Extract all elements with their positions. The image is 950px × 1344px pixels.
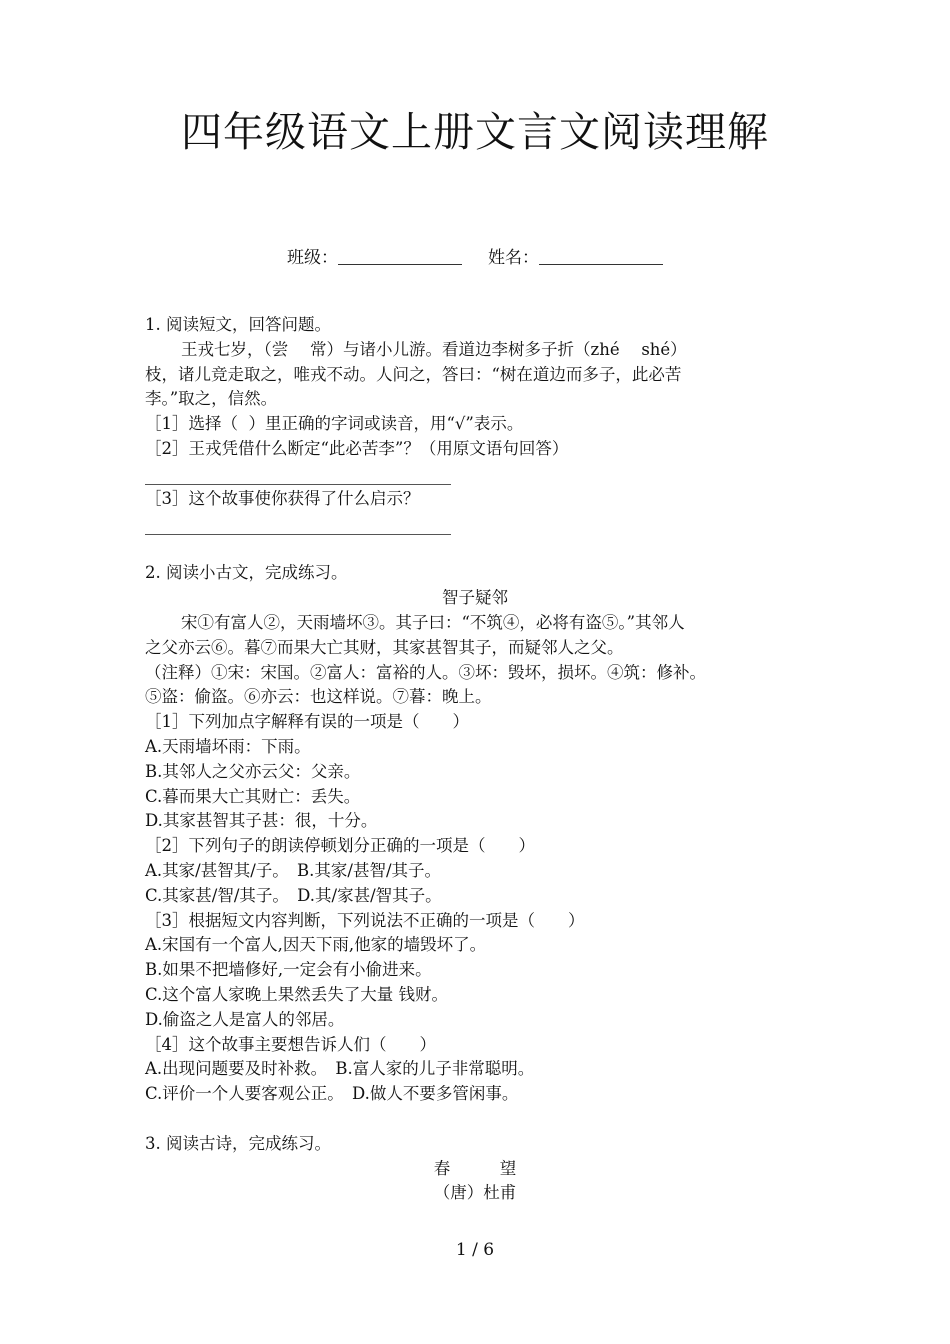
q2-option: C.其家甚/智/其子。 D.其/家甚/智其子。: [145, 885, 442, 905]
q2-option: A.出现问题要及时补救。 B.富人家的儿子非常聪明。: [145, 1059, 535, 1079]
name-label: 姓名：: [488, 248, 539, 268]
q2-note-line: （注释）①宋：宋国。②富人：富裕的人。③坏：毁坏，损坏。④筑：修补。: [145, 662, 706, 682]
class-label: 班级：: [287, 248, 338, 268]
q2-sub-question: ［4］这个故事主要想告诉人们（ ）: [145, 1034, 436, 1054]
q1-sub-question: ［3］这个故事使你获得了什么启示？: [145, 488, 420, 508]
q2-option: C.评价一个人要客观公正。 D.做人不要多管闲事。: [145, 1084, 519, 1104]
questions: [145, 313, 805, 1206]
page-title: 四年级语文上册文言文阅读理解: [181, 108, 769, 156]
answer-line[interactable]: [145, 512, 451, 535]
q2-sub-question: ［3］根据短文内容判断，下列说法不正确的一项是（ ）: [145, 910, 585, 930]
q3-poem-author: （唐）杜甫: [433, 1183, 517, 1203]
q2-option: B.其邻人之父亦云父：父亲。: [145, 761, 361, 781]
q2-passage-line: 宋①有富人②，天雨墙坏③。其子曰：“不筑④，必将有盗⑤。”其邻人: [181, 612, 685, 632]
q1-sub-question: ［2］王戎凭借什么断定“此必苦李”？（用原文语句回答）: [145, 438, 569, 458]
q2-option: C.这个富人家晚上果然丢失了大量 钱财。: [145, 984, 449, 1004]
q1-passage-line: 李。”取之，信然。: [145, 389, 278, 409]
q1-sub-question: ［1］选择（ ）里正确的字词或读音，用“√”表示。: [145, 414, 524, 434]
q2-note-line: ⑤盗：偷盗。⑥亦云：也这样说。⑦暮：晚上。: [145, 687, 492, 707]
q2-option: A.其家/甚智其/子。 B.其家/甚智/其子。: [145, 860, 442, 880]
q2-passage-line: 之父亦云⑥。暮⑦而果大亡其财，其家甚智其子，而疑邻人之父。: [145, 637, 624, 657]
answer-line[interactable]: [145, 462, 451, 485]
q2-option: D.偷盗之人是富人的邻居。: [145, 1009, 345, 1029]
page-number: 1 / 6: [455, 1240, 495, 1260]
q2-heading: 2. 阅读小古文，完成练习。: [145, 563, 348, 583]
q3-poem-title: 春 望: [433, 1158, 517, 1178]
name-blank[interactable]: [539, 246, 663, 265]
q2-option: D.其家甚智其子甚：很，十分。: [145, 811, 378, 831]
q2-option: C.暮而果大亡其财亡：丢失。: [145, 786, 361, 806]
class-blank[interactable]: [338, 246, 462, 265]
q2-sub-question: ［1］下列加点字解释有误的一项是（ ）: [145, 712, 469, 732]
q1-passage-line: 王戎七岁，（尝 常）与诸小儿游。看道边李树多子折（zhé shé）: [181, 339, 687, 359]
q1-heading: 1. 阅读短文，回答问题。: [145, 315, 331, 334]
q1-passage-line: 枝，诸儿竞走取之，唯戎不动。人问之，答曰：“树在道边而多子，此必苦: [145, 364, 682, 384]
student-info: [0, 245, 950, 271]
q2-passage-title: 智子疑邻: [442, 588, 508, 608]
q2-sub-question: ［2］下列句子的朗读停顿划分正确的一项是（ ）: [145, 836, 535, 856]
q3-heading: 3. 阅读古诗，完成练习。: [145, 1133, 331, 1153]
q2-option: A.宋国有一个富人,因天下雨,他家的墙毁坏了。: [145, 935, 487, 955]
q2-option: A.天雨墙坏雨：下雨。: [145, 736, 311, 756]
q2-option: B.如果不把墙修好,一定会有小偷进来。: [145, 960, 432, 980]
